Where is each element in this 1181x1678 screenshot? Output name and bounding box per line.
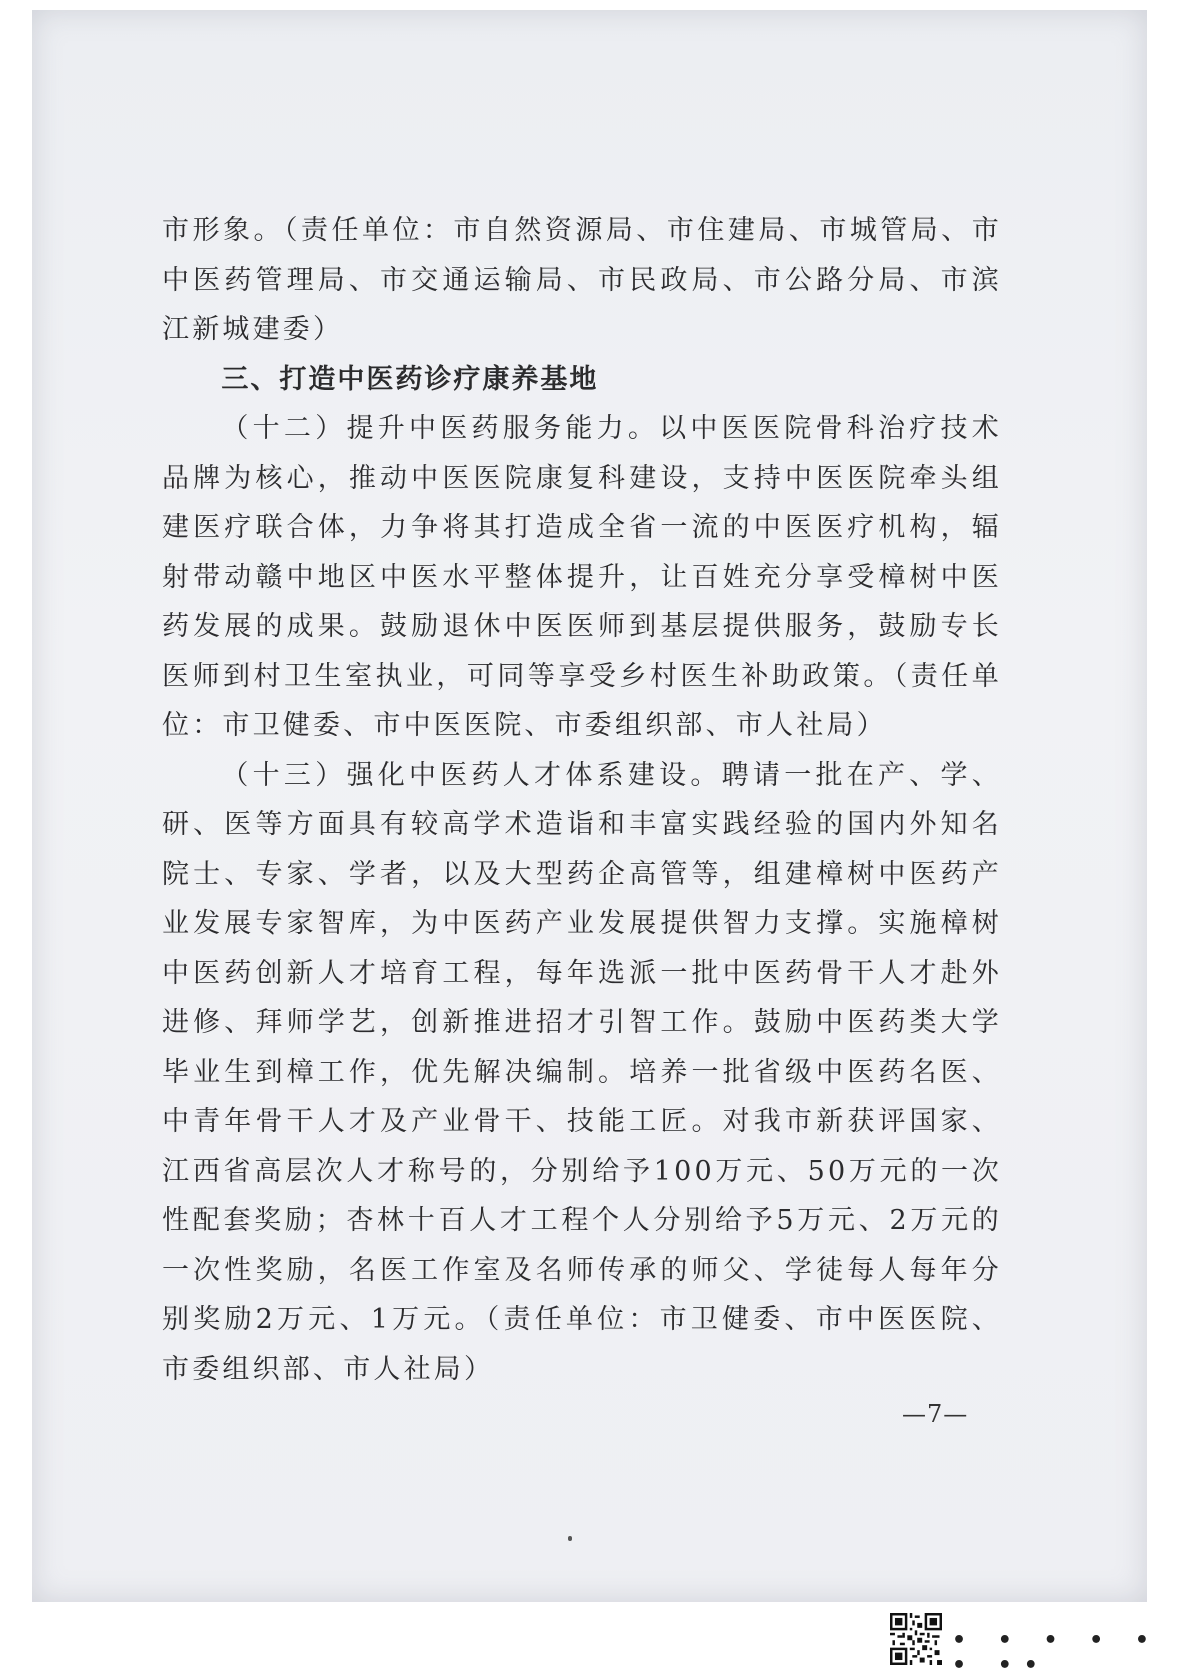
scanned-page [32, 10, 1147, 1602]
paragraph-continuation: 市形象。（责任单位：市自然资源局、市住建局、市城管局、市中医药管理局、市交通运输局、市民政局、市公路分局、市滨江新城建委） [162, 215, 1002, 345]
paragraph-13: （十三）强化中医药人才体系建设。聘请一批在产、学、研、医等方面具有较高学术造诣和丰富实践经验的国内外知名院士、专家、学者，以及大型药企高管等，组建樟树中医药产业发展专家智库，为中医药产业发展提供智力支撑。实施樟树中医药创新人才培育工程，每年选派一批中医药骨干人才赴外进修、拜师学艺，创新推进招才引智工作。鼓励中医药类大学毕业生到樟工作，优先解决编制。培养一批省级中医药名医、中青年骨干人才及产业骨干、技能工匠。对我市新获评国家、江西省高层次人才称号的，分别给予100万元、50万元的一次性配套奖励；杏林十百人才工程个人分别给予5万元、2万元的一次性奖励，名医工作室及名师传承的师父、学徒每人每年分别奖励2万元、1万元。（责任单位：市卫健委、市中医医院、市委组织部、市人社局） [162, 759, 1002, 1385]
footer-dots: • • • • • • •• [952, 1628, 1161, 1678]
qr-code-icon [890, 1613, 942, 1665]
section-heading: 三、打造中医药诊疗康养基地 [221, 363, 599, 395]
paragraph-12: （十二）提升中医药服务能力。以中医医院骨科治疗技术品牌为核心，推动中医医院康复科建设，支持中医医院牵头组建医疗联合体，力争将其打造成全省一流的中医医疗机构，辐射带动赣中地区中医水平整体提升，让百姓充分享受樟树中医药发展的成果。鼓励退休中医医师到基层提供服务，鼓励专长医师到村卫生室执业，可同等享受乡村医生补助政策。（责任单位：市卫健委、市中医医院、市委组织部、市人社局） [162, 413, 1002, 741]
scan-speck [568, 1536, 572, 1541]
document-body [162, 206, 1002, 1394]
page-number: —7— [902, 1400, 969, 1428]
